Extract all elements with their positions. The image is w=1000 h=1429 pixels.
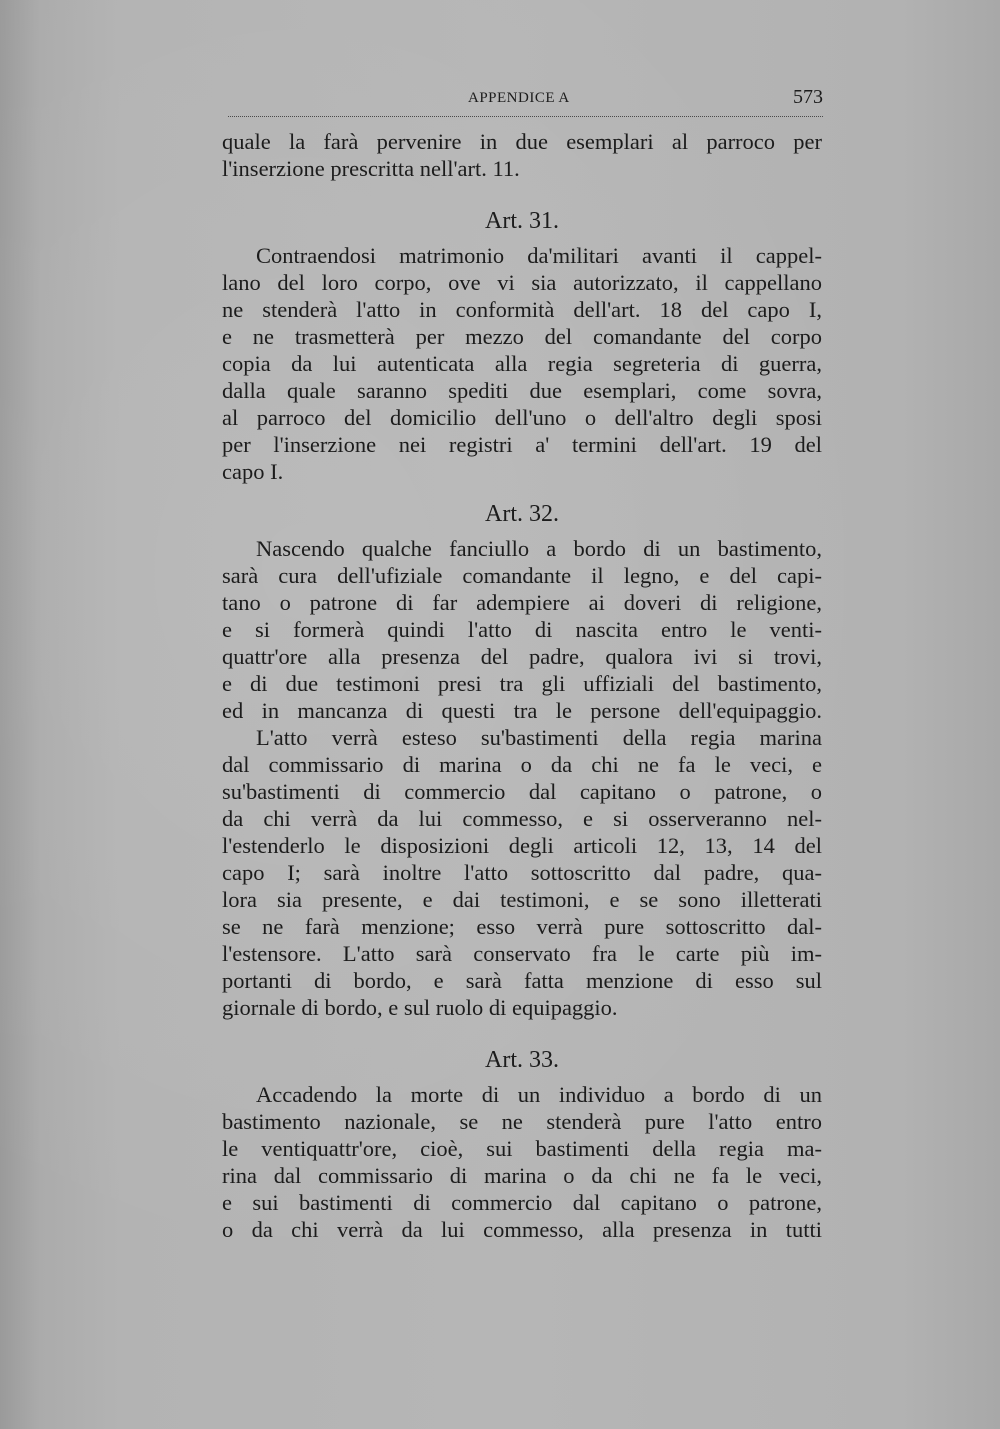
text-line: o da chi verrà da lui commesso, alla presenza in tutti (222, 1217, 822, 1242)
text-line: dal commissario di marina o da chi ne fa le veci, e (222, 752, 822, 777)
spacer (222, 182, 822, 206)
spacer (222, 1021, 822, 1045)
text-line: l'inserzione prescritta nell'art. 11. (222, 156, 520, 181)
text-line: quale la farà pervenire in due esemplari al parroco per (222, 129, 822, 154)
text-line: e si formerà quindi l'atto di nascita entro le venti- (222, 617, 822, 642)
running-title: APPENDICE A (468, 90, 570, 106)
text-line: al parroco del domicilio dell'uno o dell'altro degli sposi (222, 405, 822, 430)
page-number: 573 (793, 86, 823, 108)
article-heading: Art. 31. (485, 208, 559, 234)
text-line: Accadendo la morte di un individuo a bordo di un (256, 1082, 822, 1107)
text-line: l'estenderlo le disposizioni degli articoli 12, 13, 14 del (222, 833, 822, 858)
text-line: bastimento nazionale, se ne stenderà pure l'atto entro (222, 1109, 822, 1134)
text-line: lora sia presente, e dai testimoni, e se sono illetterati (222, 887, 822, 912)
text-line: portanti di bordo, e sarà fatta menzione di esso sul (222, 968, 822, 993)
page-header (228, 86, 823, 117)
text-line: e di due testimoni presi tra gli uffiziali del bastimento, (222, 671, 822, 696)
text-line: e ne trasmetterà per mezzo del comandante del corpo (222, 324, 822, 349)
text-line: lano del loro corpo, ove vi sia autorizzato, il cappellano (222, 270, 822, 295)
text-line: quattr'ore alla presenza del padre, qualora ivi si trovi, (222, 644, 822, 669)
text-line: dalla quale saranno spediti due esemplari, come sovra, (222, 378, 822, 403)
text-line: Nascendo qualche fanciullo a bordo di un bastimento, (256, 536, 822, 561)
text-line: Contraendosi matrimonio da'militari avanti il cappel- (256, 243, 822, 268)
text-line: capo I; sarà inoltre l'atto sottoscritto dal padre, qua- (222, 860, 822, 885)
text-line: su'bastimenti di commercio dal capitano o patrone, o (222, 779, 822, 804)
article-heading: Art. 33. (485, 1047, 559, 1073)
text-line: ne stenderà l'atto in conformità dell'art. 18 del capo I, (222, 297, 822, 322)
spacer (222, 485, 822, 499)
text-line: capo I. (222, 459, 284, 484)
body-text (222, 128, 822, 1243)
text-line: giornale di bordo, e sul ruolo di equipaggio. (222, 995, 618, 1020)
text-line: tano o patrone di far adempiere ai doveri di religione, (222, 590, 822, 615)
text-line: le ventiquattr'ore, cioè, sui bastimenti della regia ma- (222, 1136, 822, 1161)
text-line: da chi verrà da lui commesso, e si osserveranno nel- (222, 806, 822, 831)
text-line: ed in mancanza di questi tra le persone dell'equipaggio. (222, 698, 822, 723)
text-line: L'atto verrà esteso su'bastimenti della regia marina (256, 725, 822, 750)
article-heading: Art. 32. (485, 501, 559, 527)
text-line: se ne farà menzione; esso verrà pure sottoscritto dal- (222, 914, 822, 939)
text-line: e sui bastimenti di commercio dal capitano o patrone, (222, 1190, 822, 1215)
text-line: l'estensore. L'atto sarà conservato fra le carte più im- (222, 941, 822, 966)
text-line: copia da lui autenticata alla regia segreteria di guerra, (222, 351, 822, 376)
text-line: sarà cura dell'ufiziale comandante il legno, e del capi- (222, 563, 822, 588)
text-line: per l'inserzione nei registri a' termini dell'art. 19 del (222, 432, 822, 457)
text-line: rina dal commissario di marina o da chi ne fa le veci, (222, 1163, 822, 1188)
